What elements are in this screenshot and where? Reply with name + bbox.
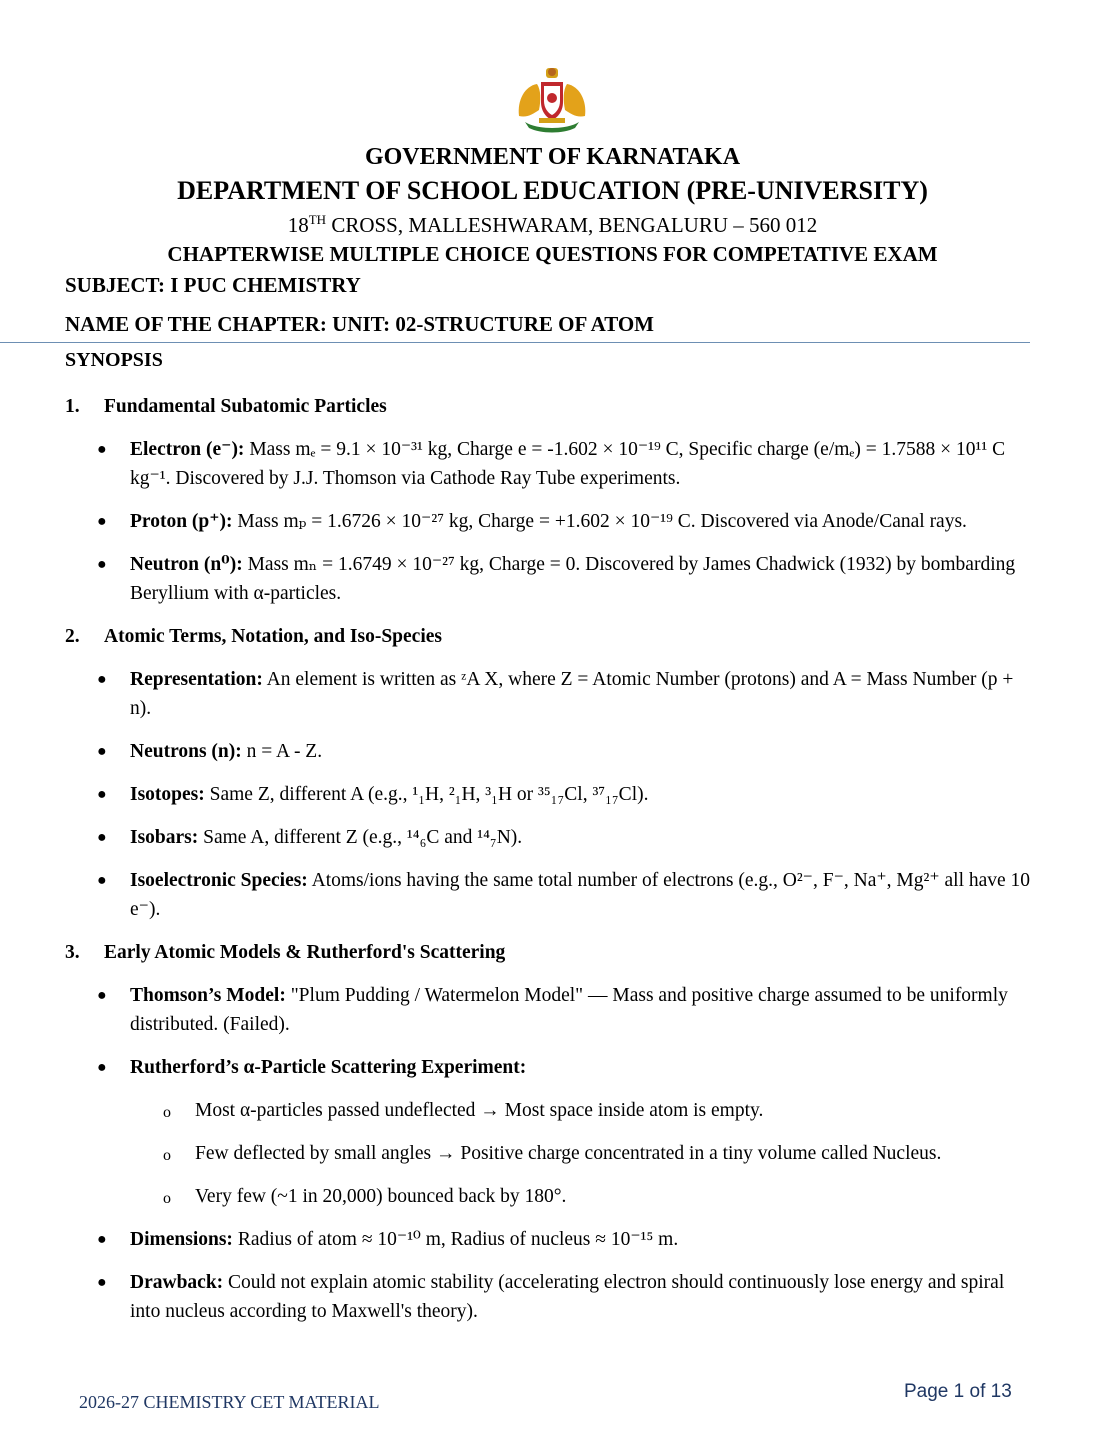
sub-item-text: Very few (~1 in 20,000) bounced back by 180°. bbox=[195, 1186, 567, 1207]
bullet-icon: ● bbox=[97, 1231, 107, 1248]
section-number: 2. bbox=[65, 626, 80, 647]
address-line bbox=[0, 212, 1105, 238]
item-label: Isoelectronic Species: bbox=[130, 870, 308, 891]
item-text: n = A - Z. bbox=[241, 741, 323, 762]
item-label: Dimensions: bbox=[130, 1229, 233, 1250]
address-number: 18 bbox=[287, 213, 309, 237]
list-item bbox=[65, 507, 1033, 536]
item-label: Isotopes: bbox=[130, 784, 205, 805]
item-label: Neutrons (n): bbox=[130, 741, 242, 762]
item-label: Rutherford’s α-Particle Scattering Experiment: bbox=[130, 1057, 527, 1078]
list-item bbox=[65, 780, 1033, 809]
circle-bullet-icon: o bbox=[163, 1104, 171, 1121]
bullet-icon: ● bbox=[97, 556, 107, 573]
list-item bbox=[65, 823, 1033, 852]
address-superscript: TH bbox=[308, 212, 327, 227]
section-heading bbox=[65, 392, 1033, 421]
section-title: Fundamental Subatomic Particles bbox=[104, 396, 387, 417]
bullet-icon: ● bbox=[97, 1274, 107, 1291]
bullet-icon: ● bbox=[97, 786, 107, 803]
section-heading bbox=[65, 938, 1033, 967]
item-label: Neutron (n⁰): bbox=[130, 554, 243, 575]
section-heading bbox=[65, 622, 1033, 651]
item-text: Atoms/ions having the same total number of electrons (e.g., O²⁻, F⁻, Na⁺, Mg²⁺ all have 10 e⁻). bbox=[130, 870, 1031, 920]
chapter-line: NAME OF THE CHAPTER: UNIT: 02-STRUCTURE OF ATOM bbox=[65, 312, 655, 336]
bullet-icon: ● bbox=[97, 829, 107, 846]
list-item bbox=[65, 866, 1033, 924]
address-rest: CROSS, MALLESHWARAM, BENGALURU – 560 012 bbox=[326, 213, 818, 237]
sub-item-text: Few deflected by small angles → Positive charge concentrated in a tiny volume called Nucleus. bbox=[195, 1143, 942, 1164]
sub-item-text: Most α-particles passed undeflected → Most space inside atom is empty. bbox=[195, 1100, 764, 1121]
list-item bbox=[65, 1053, 1033, 1082]
item-text: Same Z, different A (e.g., ¹₁H, ²₁H, ³₁H or ³⁵₁₇Cl, ³⁷₁₇Cl). bbox=[204, 784, 649, 805]
bullet-icon: ● bbox=[97, 513, 107, 530]
section-title: Early Atomic Models & Rutherford's Scattering bbox=[104, 942, 506, 963]
list-item bbox=[65, 1268, 1033, 1326]
item-text: Could not explain atomic stability (accelerating electron should continuously lose energy and spiral into nucleus according to Maxwell's theory). bbox=[130, 1272, 1005, 1322]
item-text: An element is written as ᶻA X, where Z = Atomic Number (protons) and A = Mass Number (p + n). bbox=[130, 669, 1014, 719]
bullet-icon: ● bbox=[97, 441, 107, 458]
item-text: Same A, different Z (e.g., ¹⁴₆C and ¹⁴₇N). bbox=[198, 827, 523, 848]
synopsis-content bbox=[65, 392, 1033, 1340]
bullet-icon: ● bbox=[97, 872, 107, 889]
page-number: Page 1 of 13 bbox=[904, 1381, 1012, 1402]
item-label: Isobars: bbox=[130, 827, 199, 848]
sub-list-item bbox=[65, 1182, 1033, 1211]
section-number: 3. bbox=[65, 942, 80, 963]
bullet-icon: ● bbox=[97, 1059, 107, 1076]
section-number: 1. bbox=[65, 396, 80, 417]
sub-list-item bbox=[65, 1139, 1033, 1168]
item-text: Mass mₚ = 1.6726 × 10⁻²⁷ kg, Charge = +1.602 × 10⁻¹⁹ C. Discovered via Anode/Canal rays. bbox=[232, 511, 967, 532]
sub-list-item bbox=[65, 1096, 1033, 1125]
circle-bullet-icon: o bbox=[163, 1147, 171, 1164]
list-item bbox=[65, 737, 1033, 766]
list-item bbox=[65, 550, 1033, 608]
list-item bbox=[65, 981, 1033, 1039]
synopsis-heading: SYNOPSIS bbox=[65, 349, 163, 371]
item-label: Proton (p⁺): bbox=[130, 511, 233, 532]
circle-bullet-icon: o bbox=[163, 1190, 171, 1207]
subject-line: SUBJECT: I PUC CHEMISTRY bbox=[65, 273, 361, 297]
list-item bbox=[65, 435, 1033, 493]
item-label: Thomson’s Model: bbox=[130, 985, 286, 1006]
government-heading: GOVERNMENT OF KARNATAKA bbox=[364, 144, 741, 170]
section-title: Atomic Terms, Notation, and Iso-Species bbox=[104, 626, 443, 647]
item-label: Electron (e⁻): bbox=[130, 439, 245, 460]
item-label: Drawback: bbox=[130, 1272, 224, 1293]
department-heading: DEPARTMENT OF SCHOOL EDUCATION (PRE-UNIVERSITY) bbox=[177, 176, 928, 205]
footer-material-label: 2026-27 CHEMISTRY CET MATERIAL bbox=[79, 1392, 380, 1412]
list-item bbox=[65, 1225, 1033, 1254]
item-text: "Plum Pudding / Watermelon Model" — Mass and positive charge assumed to be uniformly distributed. (Failed). bbox=[130, 985, 1008, 1035]
bullet-icon: ● bbox=[97, 743, 107, 760]
bullet-icon: ● bbox=[97, 987, 107, 1004]
document-title: CHAPTERWISE MULTIPLE CHOICE QUESTIONS FOR COMPETATIVE EXAM bbox=[167, 242, 938, 266]
karnataka-emblem-icon bbox=[515, 66, 589, 134]
item-text: Radius of atom ≈ 10⁻¹⁰ m, Radius of nucleus ≈ 10⁻¹⁵ m. bbox=[232, 1229, 679, 1250]
header-divider bbox=[0, 342, 1030, 343]
item-text: Mass mₙ = 1.6749 × 10⁻²⁷ kg, Charge = 0. Discovered by James Chadwick (1932) by bombarding Beryllium with α-particles. bbox=[130, 554, 1016, 604]
item-label: Representation: bbox=[130, 669, 263, 690]
bullet-icon: ● bbox=[97, 671, 107, 688]
item-text: Mass mₑ = 9.1 × 10⁻³¹ kg, Charge e = -1.602 × 10⁻¹⁹ C, Specific charge (e/mₑ) = 1.7588 × 10¹¹ C kg⁻¹. Discovered by J.J. Thomson via Cathode Ray Tube experiments. bbox=[130, 439, 1006, 489]
list-item bbox=[65, 665, 1033, 723]
